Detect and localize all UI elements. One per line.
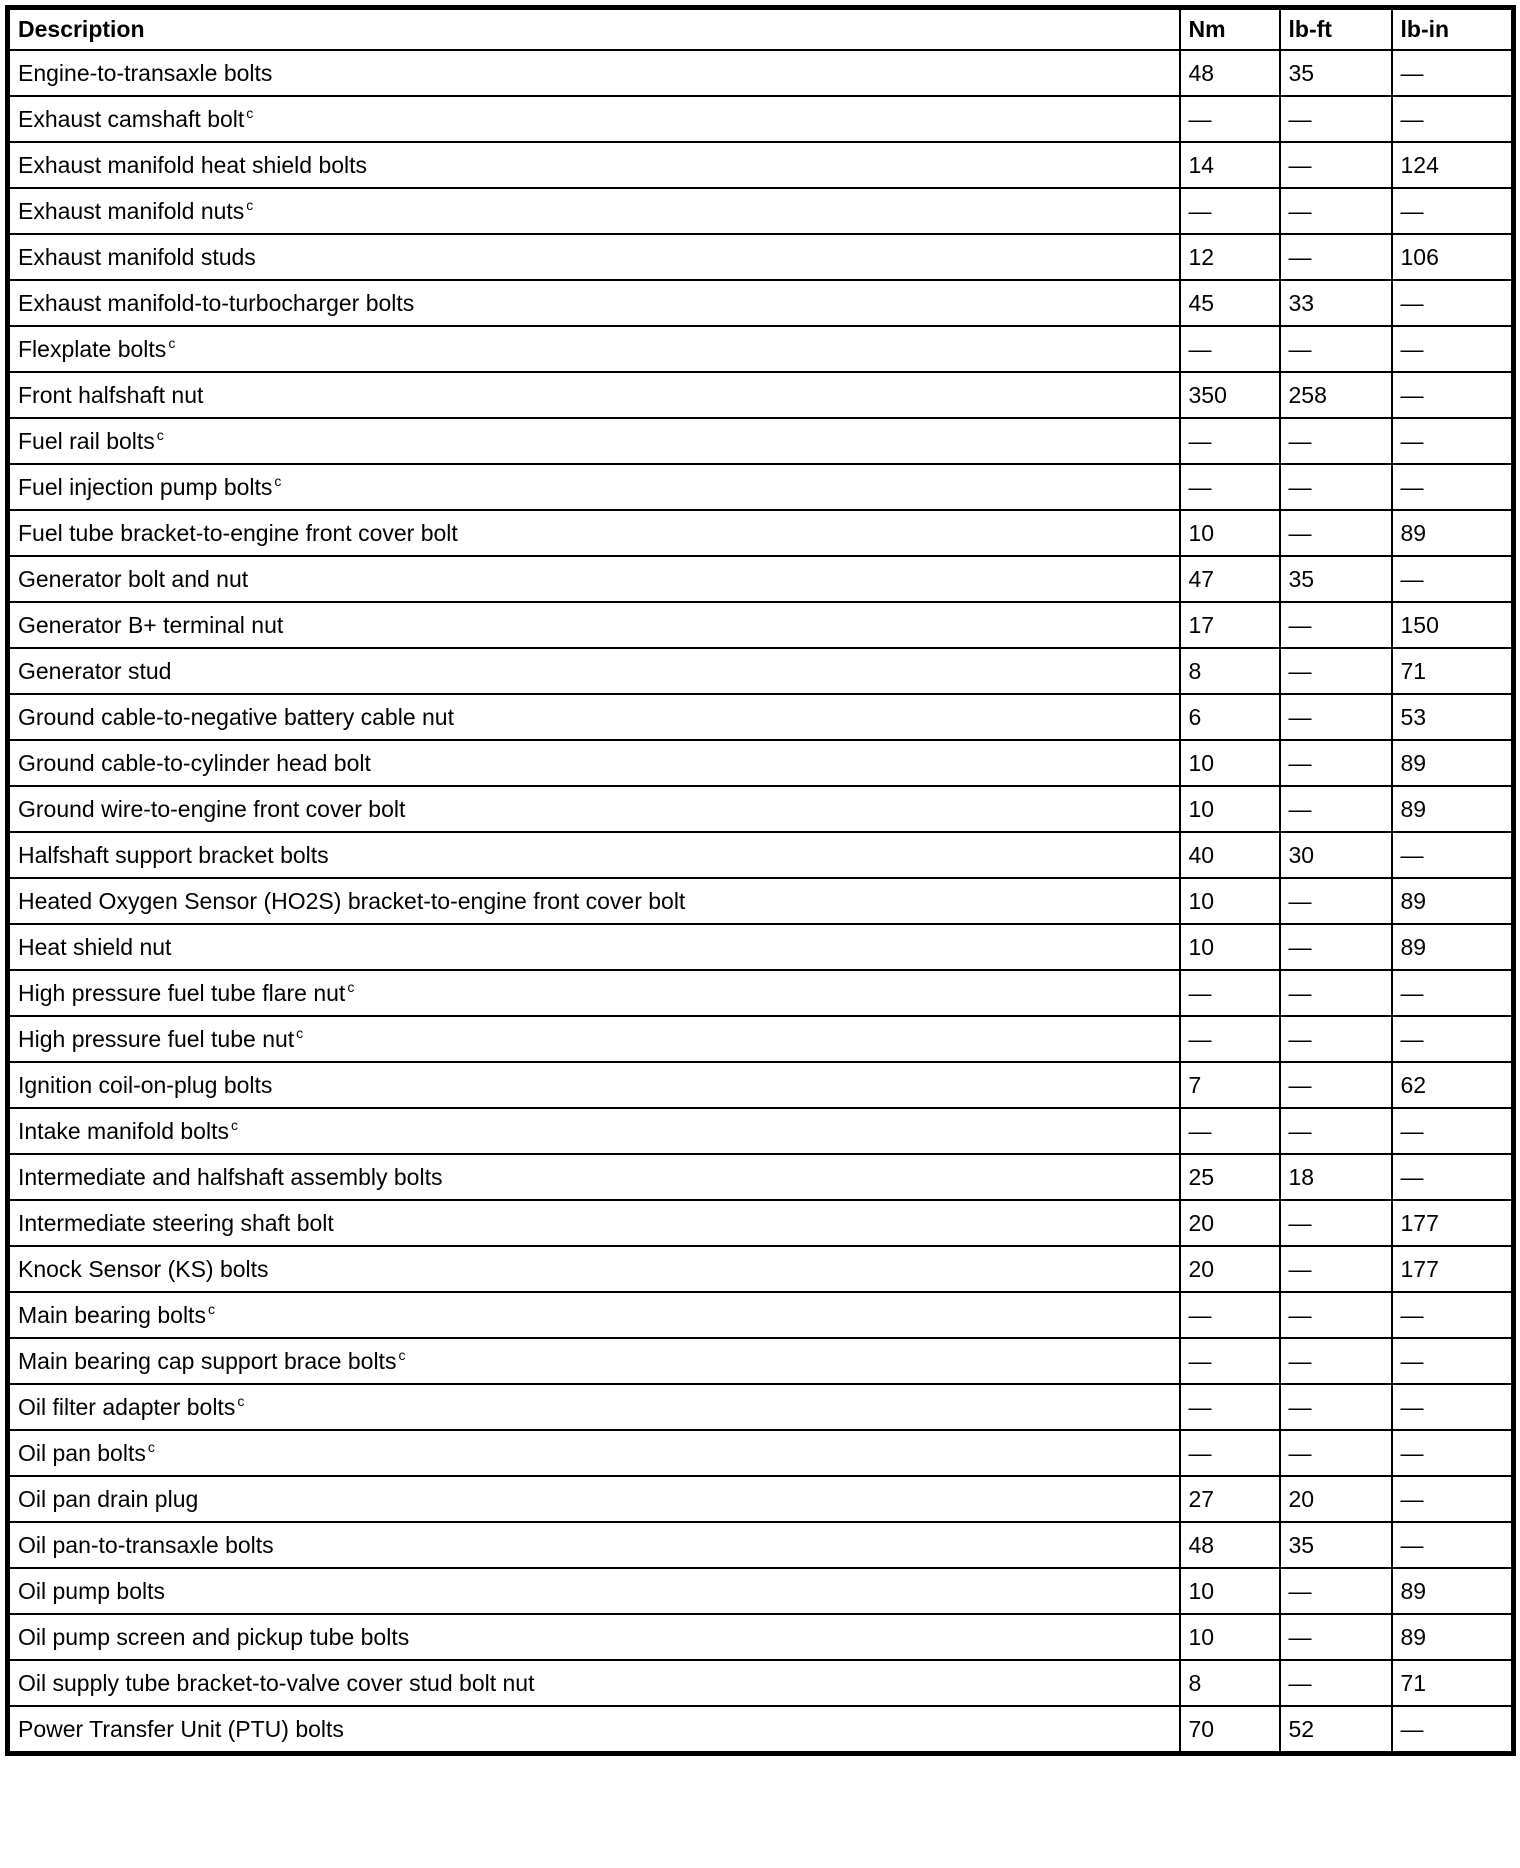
description-cell — [8, 1246, 1180, 1292]
lb-ft-cell: 18 — [1280, 1154, 1392, 1200]
table-row — [8, 740, 1514, 786]
lb-in-cell: 71 — [1392, 1660, 1514, 1706]
nm-cell: 25 — [1180, 1154, 1280, 1200]
description-text: Main bearing bolts — [18, 1302, 206, 1328]
description-cell — [8, 1292, 1180, 1338]
description-cell — [8, 1016, 1180, 1062]
nm-cell: 10 — [1180, 1568, 1280, 1614]
lb-in-cell: — — [1392, 418, 1514, 464]
description-text: Oil pan-to-transaxle bolts — [18, 1531, 274, 1558]
table-row — [8, 372, 1514, 418]
nm-cell: — — [1180, 1016, 1280, 1062]
lb-in-cell: 124 — [1392, 142, 1514, 188]
description-text: Oil filter adapter bolts — [18, 1394, 236, 1420]
lb-ft-cell: 258 — [1280, 372, 1392, 418]
lb-in-cell: — — [1392, 96, 1514, 142]
lb-ft-cell: 33 — [1280, 280, 1392, 326]
description-cell — [8, 1338, 1180, 1384]
table-row — [8, 832, 1514, 878]
lb-ft-cell: — — [1280, 234, 1392, 280]
header-description: Description — [8, 8, 1180, 51]
lb-in-cell: — — [1392, 464, 1514, 510]
description-cell — [8, 188, 1180, 234]
footnote-marker: c — [347, 979, 355, 995]
lb-ft-cell: — — [1280, 1430, 1392, 1476]
lb-ft-cell: — — [1280, 1292, 1392, 1338]
lb-in-cell: 150 — [1392, 602, 1514, 648]
nm-cell: 27 — [1180, 1476, 1280, 1522]
table-row — [8, 326, 1514, 372]
table-row — [8, 1062, 1514, 1108]
lb-ft-cell: 20 — [1280, 1476, 1392, 1522]
description-text: Exhaust manifold nuts — [18, 198, 245, 224]
table-row — [8, 1476, 1514, 1522]
footnote-marker: c — [398, 1347, 406, 1363]
lb-in-cell: 89 — [1392, 878, 1514, 924]
lb-in-cell: 89 — [1392, 1614, 1514, 1660]
table-row — [8, 96, 1514, 142]
description-cell — [8, 1430, 1180, 1476]
lb-in-cell: — — [1392, 556, 1514, 602]
lb-ft-cell: — — [1280, 96, 1392, 142]
table-row — [8, 648, 1514, 694]
lb-ft-cell: — — [1280, 924, 1392, 970]
lb-ft-cell: 30 — [1280, 832, 1392, 878]
lb-in-cell: 89 — [1392, 740, 1514, 786]
description-text: Exhaust manifold heat shield bolts — [18, 151, 368, 178]
nm-cell: — — [1180, 326, 1280, 372]
lb-in-cell: — — [1392, 50, 1514, 96]
lb-ft-cell: — — [1280, 1108, 1392, 1154]
description-text: Flexplate bolts — [18, 336, 167, 362]
description-cell — [8, 786, 1180, 832]
description-text: Heat shield nut — [18, 933, 172, 960]
description-text: Knock Sensor (KS) bolts — [18, 1255, 269, 1282]
description-text: Front halfshaft nut — [18, 381, 204, 408]
lb-ft-cell: — — [1280, 648, 1392, 694]
table-row — [8, 1338, 1514, 1384]
lb-in-cell: — — [1392, 1338, 1514, 1384]
description-cell — [8, 878, 1180, 924]
nm-cell: 48 — [1180, 1522, 1280, 1568]
lb-ft-cell: — — [1280, 1338, 1392, 1384]
nm-cell: — — [1180, 1384, 1280, 1430]
footnote-marker: c — [296, 1025, 304, 1041]
table-row — [8, 1108, 1514, 1154]
lb-in-cell: — — [1392, 1522, 1514, 1568]
description-cell — [8, 418, 1180, 464]
description-cell — [8, 234, 1180, 280]
lb-ft-cell: 35 — [1280, 1522, 1392, 1568]
header-lb-in: lb-in — [1392, 8, 1514, 51]
lb-ft-cell: — — [1280, 970, 1392, 1016]
lb-in-cell: — — [1392, 1384, 1514, 1430]
table-row — [8, 1016, 1514, 1062]
description-cell — [8, 1660, 1180, 1706]
lb-in-cell: 177 — [1392, 1200, 1514, 1246]
lb-in-cell: — — [1392, 188, 1514, 234]
lb-ft-cell: — — [1280, 1614, 1392, 1660]
description-cell — [8, 1062, 1180, 1108]
nm-cell: 10 — [1180, 1614, 1280, 1660]
description-cell — [8, 280, 1180, 326]
table-row — [8, 142, 1514, 188]
table-row — [8, 1200, 1514, 1246]
nm-cell: 17 — [1180, 602, 1280, 648]
nm-cell: 40 — [1180, 832, 1280, 878]
nm-cell: — — [1180, 418, 1280, 464]
lb-in-cell: — — [1392, 1476, 1514, 1522]
nm-cell: 45 — [1180, 280, 1280, 326]
nm-cell: 20 — [1180, 1246, 1280, 1292]
lb-ft-cell: — — [1280, 1568, 1392, 1614]
table-row — [8, 602, 1514, 648]
lb-in-cell: — — [1392, 1016, 1514, 1062]
description-text: Generator B+ terminal nut — [18, 611, 284, 638]
lb-in-cell: — — [1392, 832, 1514, 878]
description-cell — [8, 924, 1180, 970]
footnote-marker: c — [168, 335, 176, 351]
footnote-marker: c — [156, 427, 164, 443]
table-row — [8, 878, 1514, 924]
nm-cell: 10 — [1180, 786, 1280, 832]
description-text: Halfshaft support bracket bolts — [18, 841, 329, 868]
description-text: Fuel injection pump bolts — [18, 474, 273, 500]
description-text: Engine-to-transaxle bolts — [18, 59, 273, 86]
table-row — [8, 556, 1514, 602]
lb-ft-cell: — — [1280, 694, 1392, 740]
description-cell — [8, 1706, 1180, 1754]
lb-in-cell: — — [1392, 280, 1514, 326]
lb-ft-cell: — — [1280, 1200, 1392, 1246]
nm-cell: 350 — [1180, 372, 1280, 418]
description-text: Oil pump bolts — [18, 1577, 166, 1604]
description-text: Ground wire-to-engine front cover bolt — [18, 795, 406, 822]
description-cell — [8, 464, 1180, 510]
description-cell — [8, 648, 1180, 694]
lb-ft-cell: — — [1280, 1062, 1392, 1108]
torque-spec-table — [5, 5, 1516, 1756]
nm-cell: 10 — [1180, 924, 1280, 970]
table-row — [8, 50, 1514, 96]
nm-cell: 8 — [1180, 1660, 1280, 1706]
description-text: Exhaust manifold-to-turbocharger bolts — [18, 289, 415, 316]
description-cell — [8, 1154, 1180, 1200]
nm-cell: 10 — [1180, 740, 1280, 786]
table-row — [8, 1660, 1514, 1706]
footnote-marker: c — [230, 1117, 238, 1133]
lb-ft-cell: — — [1280, 1016, 1392, 1062]
lb-ft-cell: — — [1280, 1660, 1392, 1706]
footnote-marker: c — [246, 197, 254, 213]
description-cell — [8, 96, 1180, 142]
table-row — [8, 1614, 1514, 1660]
table-row — [8, 694, 1514, 740]
table-row — [8, 234, 1514, 280]
description-text: Exhaust camshaft bolt — [18, 106, 245, 132]
description-cell — [8, 326, 1180, 372]
description-text: Ground cable-to-cylinder head bolt — [18, 749, 371, 776]
nm-cell: 20 — [1180, 1200, 1280, 1246]
description-cell — [8, 602, 1180, 648]
nm-cell: 14 — [1180, 142, 1280, 188]
table-row — [8, 464, 1514, 510]
description-cell — [8, 510, 1180, 556]
lb-in-cell: — — [1392, 372, 1514, 418]
lb-in-cell: — — [1392, 970, 1514, 1016]
lb-ft-cell: 52 — [1280, 1706, 1392, 1754]
nm-cell: — — [1180, 1292, 1280, 1338]
description-cell — [8, 832, 1180, 878]
table-row — [8, 924, 1514, 970]
description-text: Ground cable-to-negative battery cable nut — [18, 703, 454, 730]
lb-in-cell: 62 — [1392, 1062, 1514, 1108]
table-row — [8, 1292, 1514, 1338]
nm-cell: 10 — [1180, 878, 1280, 924]
nm-cell: 10 — [1180, 510, 1280, 556]
description-text: Fuel rail bolts — [18, 428, 155, 454]
footnote-marker: c — [207, 1301, 215, 1317]
nm-cell: 48 — [1180, 50, 1280, 96]
nm-cell: — — [1180, 188, 1280, 234]
nm-cell: — — [1180, 1108, 1280, 1154]
description-text: High pressure fuel tube flare nut — [18, 980, 346, 1006]
description-text: Intake manifold bolts — [18, 1118, 229, 1144]
footnote-marker: c — [147, 1439, 155, 1455]
lb-in-cell: 89 — [1392, 924, 1514, 970]
table-row — [8, 1246, 1514, 1292]
description-text: Generator bolt and nut — [18, 565, 249, 592]
lb-ft-cell: — — [1280, 188, 1392, 234]
nm-cell: — — [1180, 970, 1280, 1016]
lb-in-cell: 177 — [1392, 1246, 1514, 1292]
description-text: Fuel tube bracket-to-engine front cover bolt — [18, 519, 458, 546]
description-cell — [8, 694, 1180, 740]
header-lb-ft: lb-ft — [1280, 8, 1392, 51]
header-nm: Nm — [1180, 8, 1280, 51]
nm-cell: 6 — [1180, 694, 1280, 740]
lb-in-cell: — — [1392, 1706, 1514, 1754]
lb-ft-cell: — — [1280, 786, 1392, 832]
table-row — [8, 510, 1514, 556]
table-row — [8, 418, 1514, 464]
footnote-marker: c — [237, 1393, 245, 1409]
lb-ft-cell: — — [1280, 740, 1392, 786]
table-row — [8, 786, 1514, 832]
description-text: High pressure fuel tube nut — [18, 1026, 295, 1052]
lb-ft-cell: 35 — [1280, 556, 1392, 602]
lb-in-cell: 89 — [1392, 510, 1514, 556]
lb-in-cell: 53 — [1392, 694, 1514, 740]
lb-in-cell: — — [1392, 1292, 1514, 1338]
table-row — [8, 1522, 1514, 1568]
lb-ft-cell: — — [1280, 510, 1392, 556]
nm-cell: — — [1180, 1338, 1280, 1384]
lb-in-cell: — — [1392, 1154, 1514, 1200]
lb-ft-cell: 35 — [1280, 50, 1392, 96]
table-body — [8, 50, 1514, 1754]
description-cell — [8, 1108, 1180, 1154]
description-cell — [8, 1476, 1180, 1522]
footnote-marker: c — [274, 473, 282, 489]
lb-in-cell: — — [1392, 1430, 1514, 1476]
lb-ft-cell: — — [1280, 464, 1392, 510]
description-text: Oil pan drain plug — [18, 1485, 199, 1512]
table-row — [8, 1430, 1514, 1476]
lb-ft-cell: — — [1280, 326, 1392, 372]
description-cell — [8, 1384, 1180, 1430]
description-cell — [8, 1568, 1180, 1614]
nm-cell: — — [1180, 1430, 1280, 1476]
table-row — [8, 1706, 1514, 1754]
description-cell — [8, 1200, 1180, 1246]
nm-cell: 47 — [1180, 556, 1280, 602]
lb-ft-cell: — — [1280, 418, 1392, 464]
footnote-marker: c — [246, 105, 254, 121]
nm-cell: — — [1180, 96, 1280, 142]
description-text: Intermediate steering shaft bolt — [18, 1209, 334, 1236]
lb-ft-cell: — — [1280, 142, 1392, 188]
description-cell — [8, 740, 1180, 786]
nm-cell: 8 — [1180, 648, 1280, 694]
description-cell — [8, 142, 1180, 188]
description-cell — [8, 556, 1180, 602]
table-row — [8, 1568, 1514, 1614]
lb-in-cell: 89 — [1392, 1568, 1514, 1614]
description-cell — [8, 50, 1180, 96]
description-cell — [8, 1614, 1180, 1660]
description-text: Main bearing cap support brace bolts — [18, 1348, 397, 1374]
description-text: Exhaust manifold studs — [18, 243, 256, 270]
nm-cell: 12 — [1180, 234, 1280, 280]
table-row — [8, 280, 1514, 326]
description-text: Ignition coil-on-plug bolts — [18, 1071, 273, 1098]
description-text: Oil pan bolts — [18, 1440, 146, 1466]
lb-ft-cell: — — [1280, 602, 1392, 648]
lb-in-cell: — — [1392, 326, 1514, 372]
table-row — [8, 188, 1514, 234]
table-row — [8, 1384, 1514, 1430]
lb-ft-cell: — — [1280, 1246, 1392, 1292]
lb-ft-cell: — — [1280, 878, 1392, 924]
description-text: Generator stud — [18, 657, 172, 684]
description-text: Intermediate and halfshaft assembly bolts — [18, 1163, 443, 1190]
description-text: Oil pump screen and pickup tube bolts — [18, 1623, 410, 1650]
table-row — [8, 970, 1514, 1016]
lb-ft-cell: — — [1280, 1384, 1392, 1430]
nm-cell: — — [1180, 464, 1280, 510]
lb-in-cell: — — [1392, 1108, 1514, 1154]
nm-cell: 70 — [1180, 1706, 1280, 1754]
table-row — [8, 1154, 1514, 1200]
lb-in-cell: 106 — [1392, 234, 1514, 280]
nm-cell: 7 — [1180, 1062, 1280, 1108]
description-cell — [8, 1522, 1180, 1568]
lb-in-cell: 89 — [1392, 786, 1514, 832]
description-text: Power Transfer Unit (PTU) bolts — [18, 1715, 344, 1742]
lb-in-cell: 71 — [1392, 648, 1514, 694]
header-row — [8, 8, 1514, 51]
description-text: Heated Oxygen Sensor (HO2S) bracket-to-engine front cover bolt — [18, 887, 686, 914]
description-cell — [8, 970, 1180, 1016]
description-cell — [8, 372, 1180, 418]
description-text: Oil supply tube bracket-to-valve cover stud bolt nut — [18, 1669, 535, 1696]
